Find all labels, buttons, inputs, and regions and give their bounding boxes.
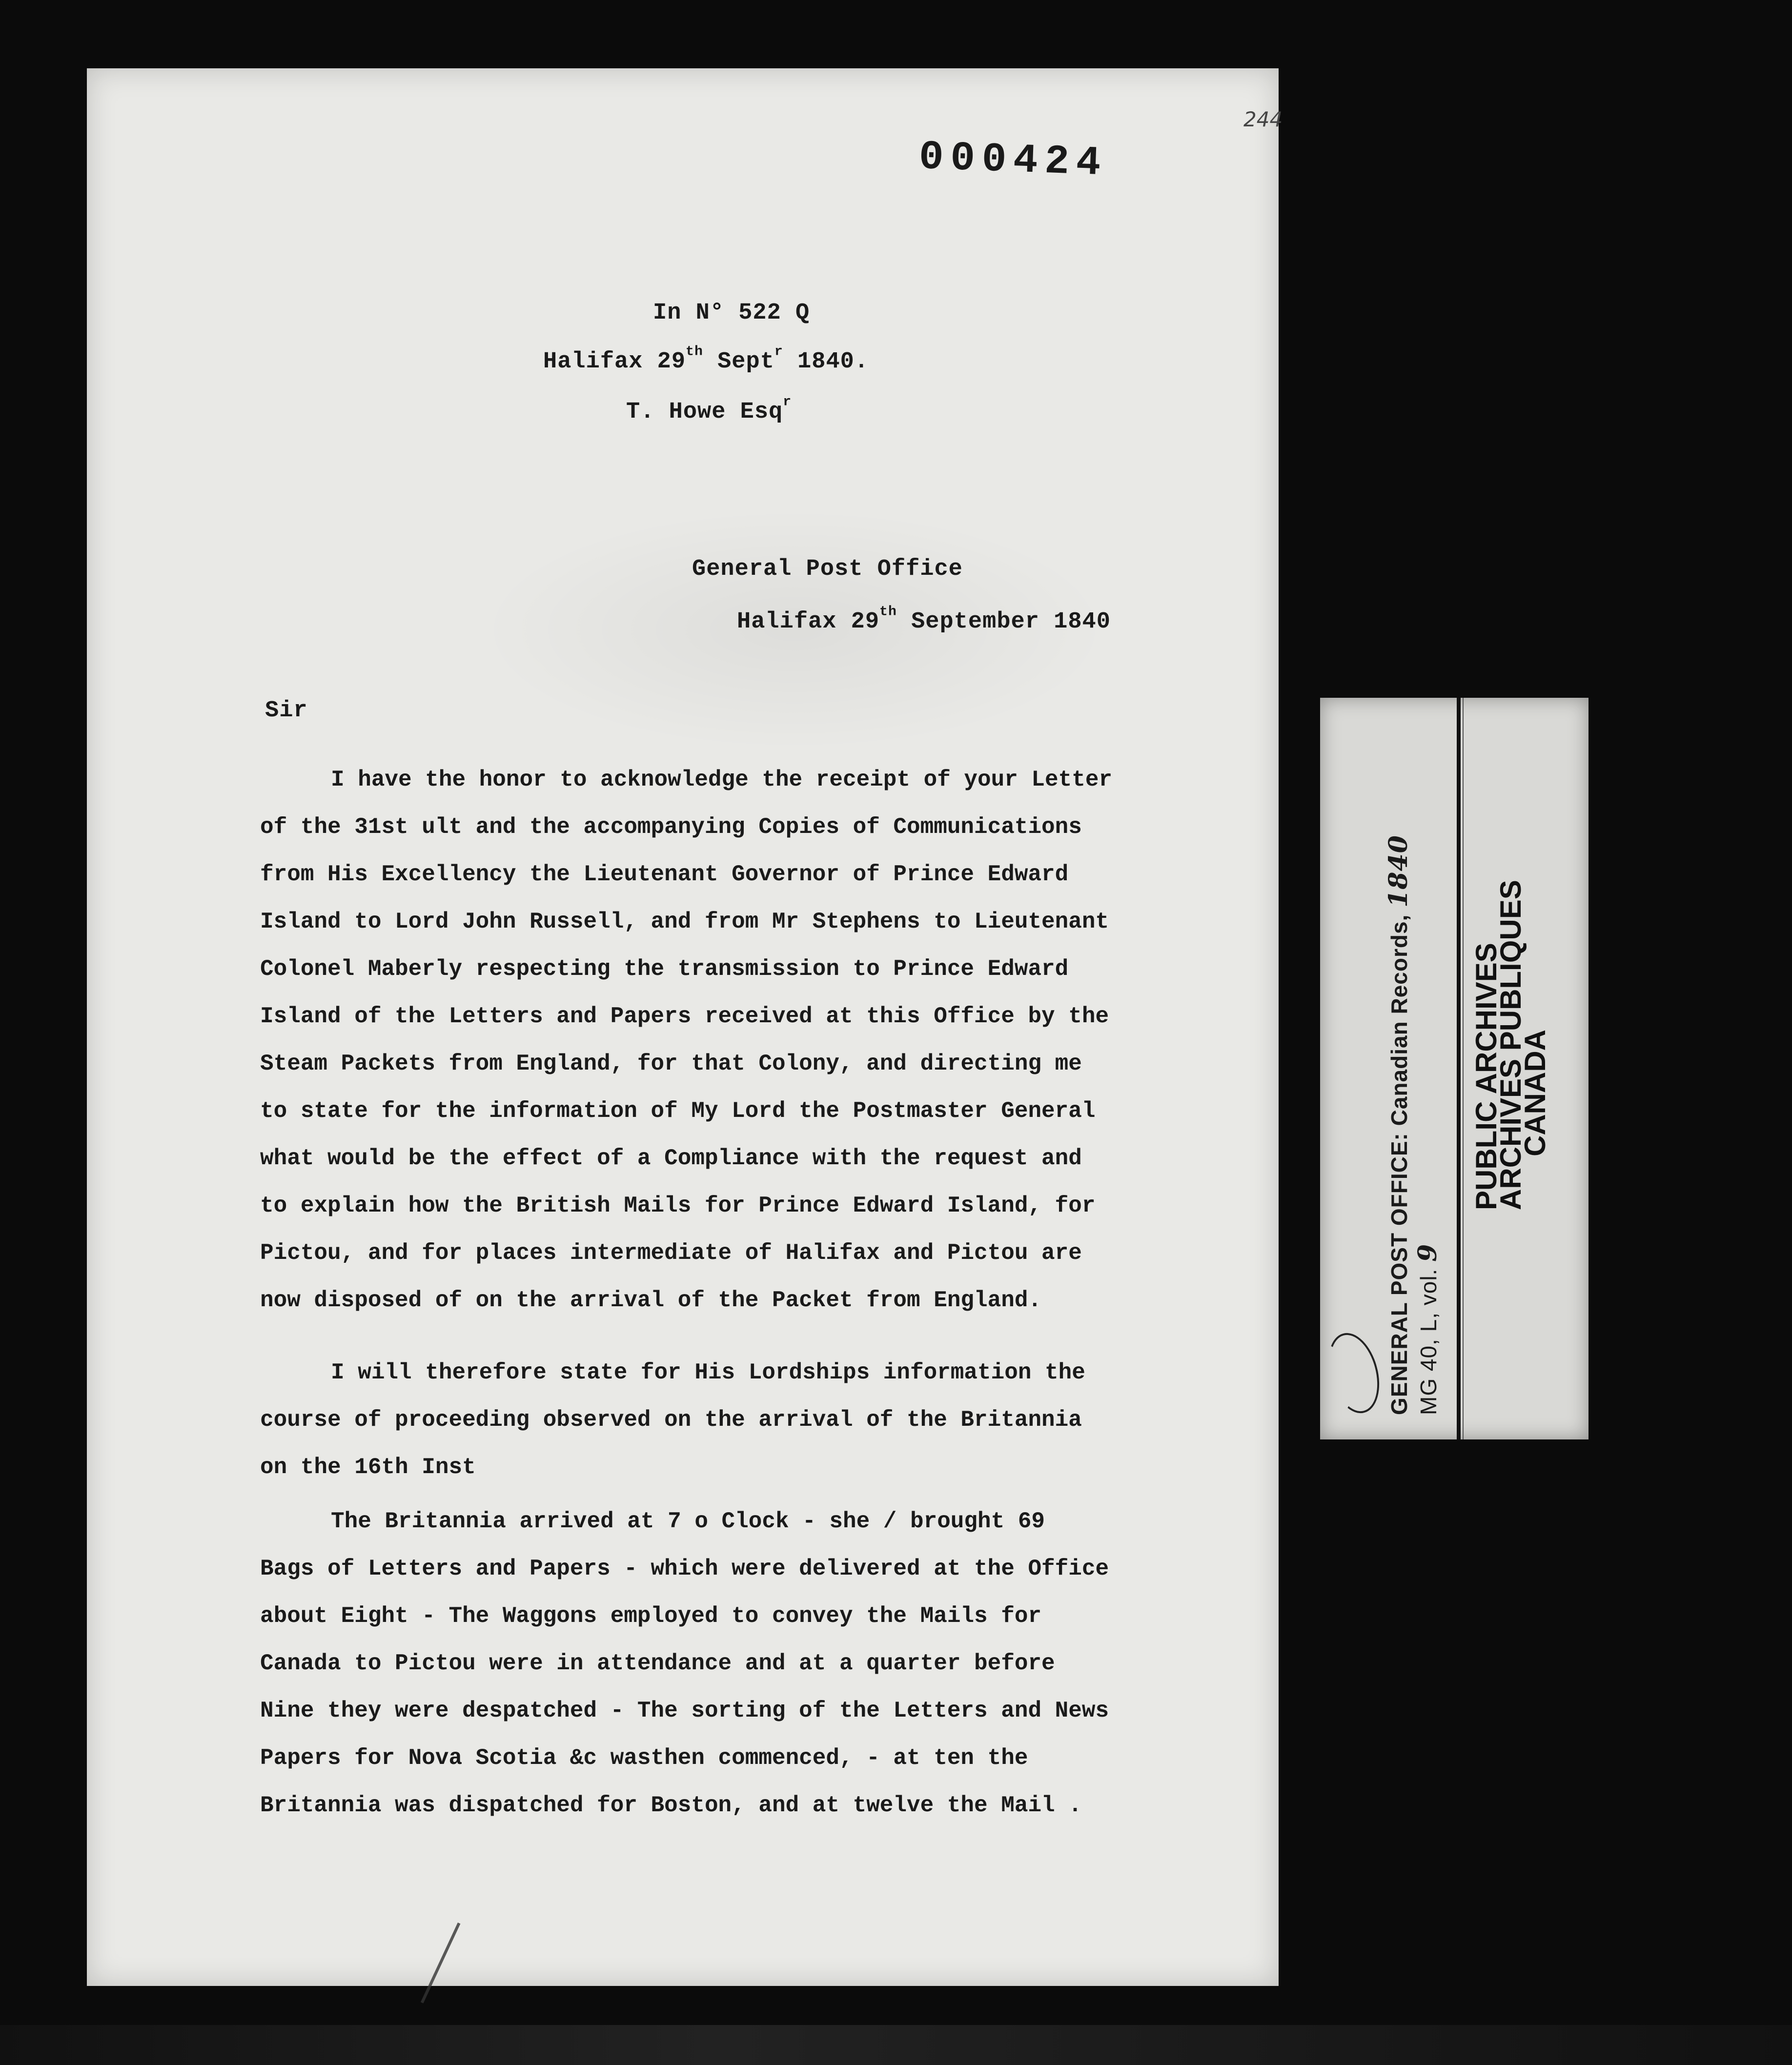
paragraph-3 (260, 1498, 1265, 1829)
paragraph-line: Steam Packets from England, for that Colony, and directing me (260, 1051, 1082, 1076)
paragraph-line: Britannia was dispatched for Boston, and at twelve the Mail . (260, 1793, 1082, 1818)
paragraph-line: I will therefore state for His Lordships information the (331, 1360, 1085, 1385)
header-date-prefix: Halifax 29 (543, 349, 686, 375)
paragraph-line: Island to Lord John Russell, and from Mr Stephens to Lieutenant (260, 909, 1109, 934)
label-divider (1457, 698, 1461, 1439)
letter-page (87, 68, 1283, 1986)
paragraph-line: from His Excellency the Lieutenant Governor of Prince Edward (260, 862, 1069, 887)
paragraph-line: Island of the Letters and Papers received at this Office by the (260, 1004, 1109, 1029)
handwritten-loop-mark (1320, 1327, 1387, 1419)
paragraph-line: to state for the information of My Lord the Postmaster General (260, 1098, 1096, 1124)
header-date-year: 1840. (783, 349, 869, 375)
sender-date (737, 604, 1111, 635)
folio-number: 244 (1243, 107, 1283, 131)
paragraph-line: Canada to Pictou were in attendance and at a quarter before (260, 1651, 1055, 1676)
paragraph-line: Bags of Letters and Papers - which were delivered at the Office (260, 1556, 1109, 1581)
archive-name-english: PUBLIC ARCHIVES (1470, 943, 1503, 1210)
series-year-handwritten: 1840 (1384, 835, 1413, 908)
header-place-date (543, 344, 869, 375)
paragraph-2 (260, 1349, 1265, 1491)
paragraph-line: Pictou, and for places intermediate of Halifax and Pictou are (260, 1240, 1082, 1266)
series-title-text: GENERAL POST OFFICE: Canadian Records, (1386, 907, 1412, 1415)
paragraph-line: Colonel Maberly respecting the transmission to Prince Edward (260, 956, 1069, 982)
paragraph-line: course of proceeding observed on the arrival of the Britannia (260, 1407, 1082, 1433)
header-date-month-sup: r (774, 344, 783, 360)
series-title (1384, 835, 1413, 1415)
reference-number: 000424 (918, 134, 1108, 187)
paragraph-line: I have the honor to acknowledge the receipt of your Letter (331, 767, 1113, 792)
paragraph-line: The Britannia arrived at 7 o Clock - she / brought 69 (331, 1509, 1045, 1534)
pen-mark (421, 1923, 461, 2004)
label-divider-thin (1463, 698, 1464, 1439)
paragraph-line: Papers for Nova Scotia &c wasthen commenced, - at ten the (260, 1745, 1028, 1771)
volume-reference-text: MG 40, L, vol. (1416, 1261, 1441, 1415)
archive-label (1320, 698, 1588, 1439)
sender-date-sup: th (879, 604, 897, 620)
sender-date-suffix: September 1840 (896, 609, 1111, 635)
sender-office: General Post Office (692, 556, 963, 582)
paragraph-line: about Eight - The Waggons employed to convey the Mails for (260, 1603, 1042, 1629)
addressee-sup: r (783, 394, 792, 410)
paragraph-line: Nine they were despatched - The sorting of the Letters and News (260, 1698, 1109, 1723)
addressee-name: T. Howe Esq (626, 399, 783, 425)
sender-date-prefix: Halifax 29 (737, 609, 880, 635)
paragraph-line: to explain how the British Mails for Prince Edward Island, for (260, 1193, 1096, 1218)
salutation: Sir (265, 698, 308, 724)
header-date-sup: th (686, 344, 703, 360)
film-edge (0, 2025, 1792, 2065)
paragraph-line: now disposed of on the arrival of the Packet from England. (260, 1288, 1042, 1313)
incoming-number: In N° 522 Q (653, 300, 810, 326)
archive-country: CANADA (1519, 1030, 1551, 1156)
volume-reference (1413, 1244, 1443, 1415)
archive-name-french: ARCHIVES PUBLIQUES (1494, 880, 1527, 1210)
paragraph-line: what would be the effect of a Compliance with the request and (260, 1146, 1082, 1171)
paragraph-line: on the 16th Inst (260, 1455, 476, 1480)
paragraph-1 (260, 756, 1265, 1324)
paragraph-line: of the 31st ult and the accompanying Copies of Communications (260, 814, 1082, 840)
addressee (626, 394, 792, 425)
header-date-month: Sept (703, 349, 774, 375)
volume-handwritten: 9 (1413, 1243, 1443, 1262)
